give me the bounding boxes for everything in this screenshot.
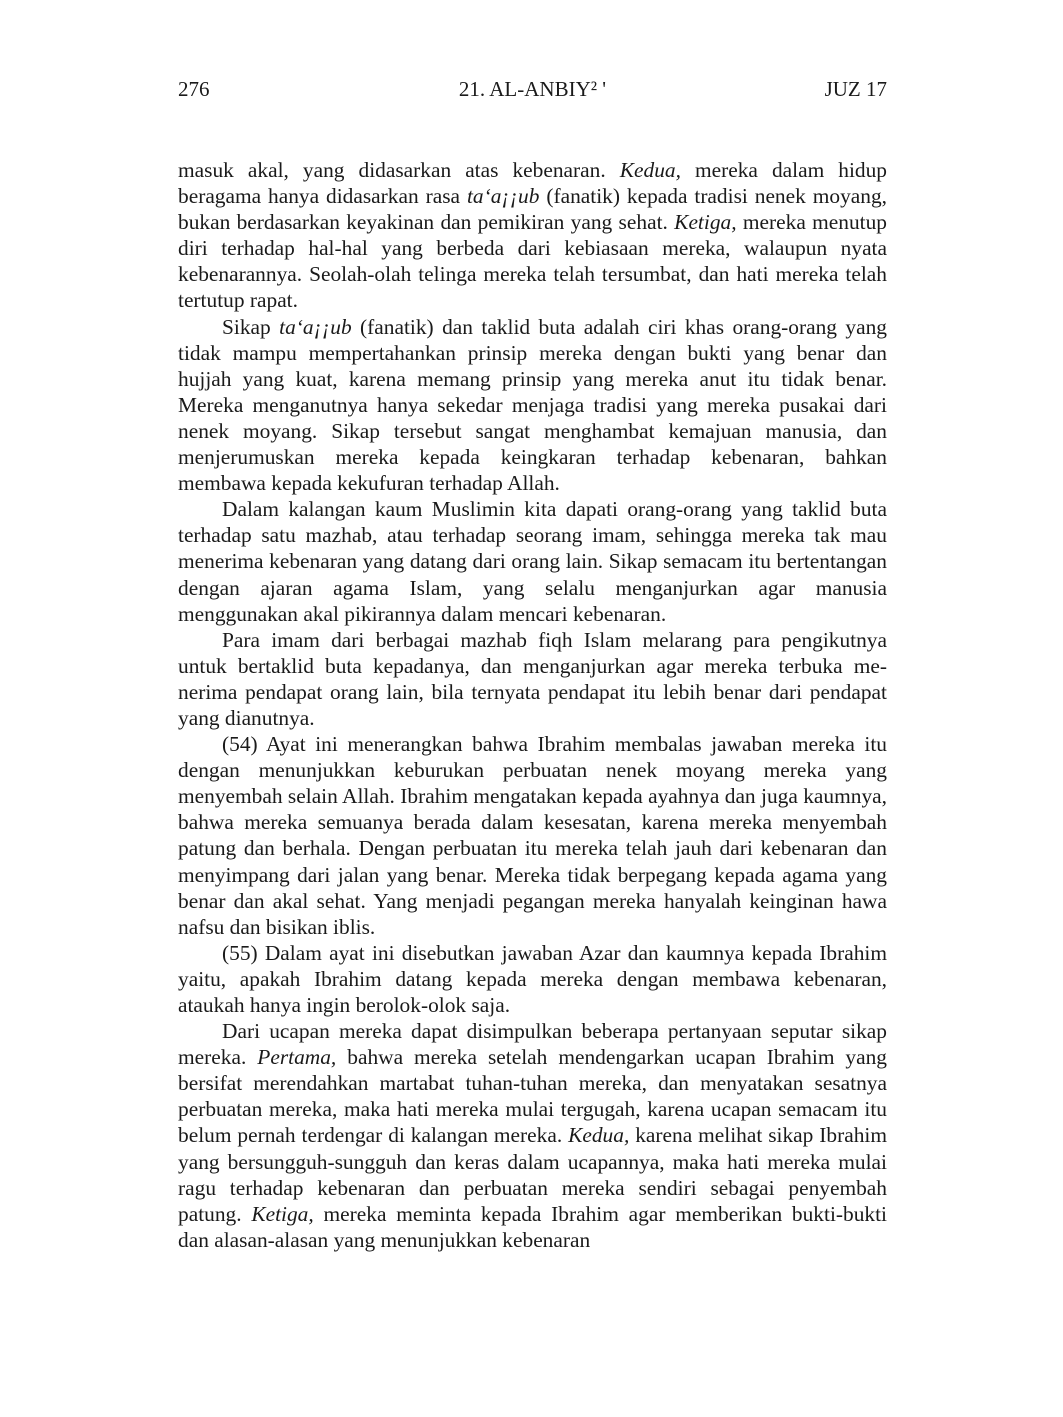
italic-term: ta‘a¡¡ub bbox=[466, 184, 540, 209]
text-run: (54) Ayat ini menerangkan bahwa Ibrahim membalas jawaban mereka itu dengan menunjukkan keburukan perbuatan nenek moyang mereka yang menyembah selain Allah. Ibrahim mengatakan kepada ayahnya dan juga kaumnya, bahwa mereka semuanya berada dalam kesesatan, karena mereka menyembah patung dan berhala. Dengan perbuatan itu mereka telah jauh dari kebenaran dan menyimpang dari jalan yang benar. Mereka tidak berpegang kepada agama yang benar dan akal sehat. Yang menjadi pegangan mereka hanyalah keinginan hawa nafsu dan bisikan iblis. bbox=[178, 732, 887, 939]
text-run: mereka meminta kepada Ibrahim agar memberikan bukti-bukti dan alasan-alasan yang menunjukkan kebenaran bbox=[178, 1201, 887, 1252]
paragraph bbox=[178, 157, 887, 314]
italic-term: Kedua, bbox=[568, 1123, 630, 1148]
italic-term: Ketiga, bbox=[251, 1201, 314, 1226]
paragraph bbox=[178, 627, 887, 731]
text-run: bahwa mereka setelah mendengarkan ucapan Ibrahim yang bersifat merendahkan martabat tuhan-tuhan mereka, dan menyatakan sesatnya perbuatan mereka, maka hati mereka mulai tergugah, karena ucapan semacam itu belum pernah terdengar di kalangan mereka. bbox=[178, 1045, 888, 1148]
text-run: Para imam dari berbagai mazhab fiqh Islam melarang para pengikutnya untuk bertaklid buta kepadanya, dan menganjurkan agar mereka terbuka menerima pendapat orang lain, bila ternyata pendapat itu lebih benar dari pendapat yang dianutnya. bbox=[178, 627, 887, 730]
text-run: Dari ucapan mereka dapat disimpulkan beberapa pertanyaan seputar sikap mereka. bbox=[178, 1019, 887, 1070]
paragraph bbox=[178, 731, 887, 940]
paragraph bbox=[178, 314, 887, 497]
paragraph bbox=[178, 496, 887, 626]
paragraph bbox=[178, 1018, 887, 1253]
italic-term: ta‘a¡¡ub bbox=[279, 314, 352, 339]
text-run: (fanatik) kepada tradisi nenek moyang, bukan berdasarkan keyakinan dan pemikiran yang sehat. bbox=[178, 184, 887, 235]
text-run: Dalam kalangan kaum Muslimin kita dapati orang-orang yang taklid buta terhadap satu mazhab, atau terhadap seorang imam, sehingga mereka tak mau menerima kebenaran yang datang dari orang lain. Sikap semacam itu bertentangan dengan ajaran agama Islam, yang selalu menganjurkan agar manusia menggunakan akal pikirannya dalam mencari kebenaran. bbox=[178, 497, 887, 626]
text-run: karena melihat sikap Ibrahim yang bersungguh-sungguh dan keras dalam ucapannya, maka hati mereka mulai ragu terhadap kebenaran dan perbuatan mereka sendiri sebagai penyembah patung. bbox=[178, 1123, 887, 1226]
italic-term: Kedua, bbox=[619, 158, 681, 182]
italic-term: Pertama, bbox=[257, 1045, 337, 1070]
page-number: 276 bbox=[178, 77, 210, 101]
italic-term: Ketiga, bbox=[674, 210, 737, 235]
text-run: (fanatik) dan taklid buta adalah ciri khas orang-orang yang tidak mampu mempertahankan prinsip mereka dengan bukti yang benar dan hujjah yang kuat, karena memang prinsip yang mereka anut itu tidak benar. Mereka menganutnya hanya sekedar menjaga tradisi yang mereka pusakai dari nenek moyang. Sikap tersebut sangat menghambat kemajuan manusia, dan menjerumuskan mereka kepada keingkaran terhadap kebenaran, bahkan membawa kepada kekufuran terhadap Allah. bbox=[178, 314, 887, 496]
text-run: mereka dalam hidup beragama hanya didasarkan rasa bbox=[178, 158, 887, 209]
text-run: mereka menutup diri terhadap hal-hal yang berbeda dari kebiasaan mereka, walaupun nyata kebenarannya. Seolah-olah telinga mereka telah tersumbat, dan hati mereka telah tertutup rapat. bbox=[178, 210, 887, 313]
paragraph bbox=[178, 940, 887, 1018]
text-run: masuk akal, yang didasarkan atas kebenaran. bbox=[178, 158, 620, 182]
text-run: (55) Dalam ayat ini disebutkan jawaban Azar dan kaumnya kepada Ibrahim yaitu, apakah Ibrahim datang kepada mereka dengan membawa kebenaran, ataukah hanya ingin berolok-olok saja. bbox=[178, 940, 887, 1017]
page-header bbox=[178, 74, 887, 104]
body-text bbox=[178, 157, 887, 1253]
chapter-title: 21. AL-ANBIY² ' bbox=[458, 77, 607, 101]
text-run: Sikap bbox=[222, 314, 280, 339]
juz-label: JUZ 17 bbox=[824, 77, 887, 101]
